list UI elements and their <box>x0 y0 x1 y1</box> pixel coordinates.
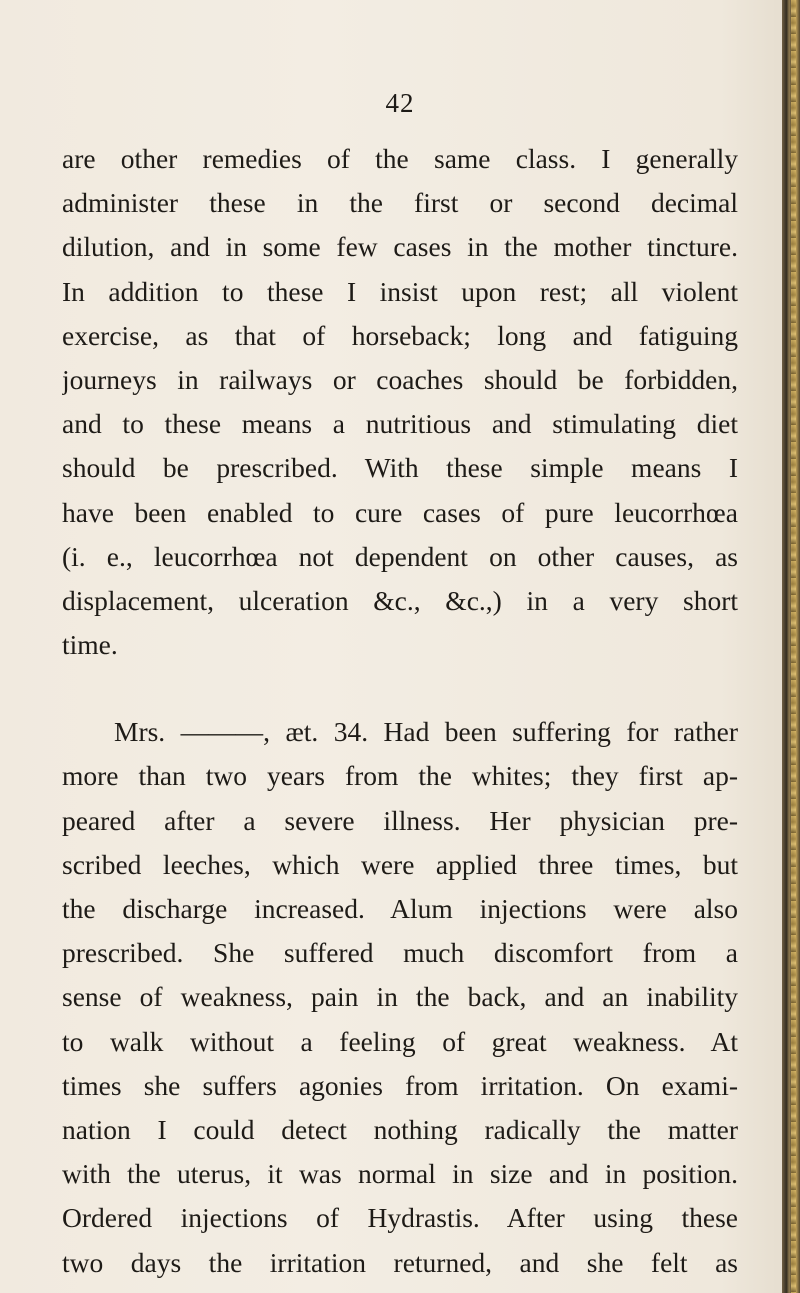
page-number: 42 <box>385 88 415 118</box>
body-text <box>62 137 738 1285</box>
text-line: with the uterus, it was normal in size and in position. <box>62 1158 738 1190</box>
text-line: In addition to these I insist upon rest; all violent <box>62 275 738 307</box>
text-line: the discharge increased. Alum injections were also <box>62 893 738 924</box>
text-line: times she suffers agonies from irritation. On exami- <box>62 1069 738 1101</box>
text-line: sense of weakness, pain in the back, and an inability <box>62 981 738 1013</box>
text-line: have been enabled to cure cases of pure leucorrhœa <box>62 496 738 528</box>
text-line: two days the irritation returned, and she felt as <box>62 1246 738 1278</box>
text-line: exercise, as that of horseback; long and fatiguing <box>62 319 738 351</box>
text-line: nation I could detect nothing radically the matter <box>62 1113 738 1145</box>
text-line: prescribed. She suffered much discomfort from a <box>62 937 738 969</box>
paragraph-1 <box>62 137 738 667</box>
text-line: administer these in the first or second decimal <box>62 187 738 219</box>
text-line: time. <box>62 629 118 661</box>
paragraph-2 <box>62 710 738 1284</box>
text-line: Ordered injections of Hydrastis. After using these <box>62 1202 738 1234</box>
text-line: dilution, and in some few cases in the mother tincture. <box>62 231 738 263</box>
text-line: peared after a severe illness. Her physician pre- <box>62 804 738 836</box>
text-line: are other remedies of the same class. I generally <box>62 143 738 174</box>
text-line: displacement, ulceration &c., &c.,) in a very short <box>62 584 738 616</box>
text-line: scribed leeches, which were applied three times, but <box>62 848 738 880</box>
paragraph-spacer <box>62 667 738 710</box>
gilt-edge <box>791 0 796 1293</box>
text-line: more than two years from the whites; they first ap- <box>62 760 738 792</box>
text-line: journeys in railways or coaches should be forbidden, <box>62 363 738 395</box>
text-line: and to these means a nutritious and stimulating diet <box>62 408 738 440</box>
text-line: to walk without a feeling of great weakness. At <box>62 1025 738 1057</box>
text-line: should be prescribed. With these simple means I <box>62 452 738 484</box>
text-line: (i. e., leucorrhœa not dependent on other causes, as <box>62 540 738 572</box>
text-line: Mrs. ———, æt. 34. Had been suffering for rather <box>114 716 738 748</box>
